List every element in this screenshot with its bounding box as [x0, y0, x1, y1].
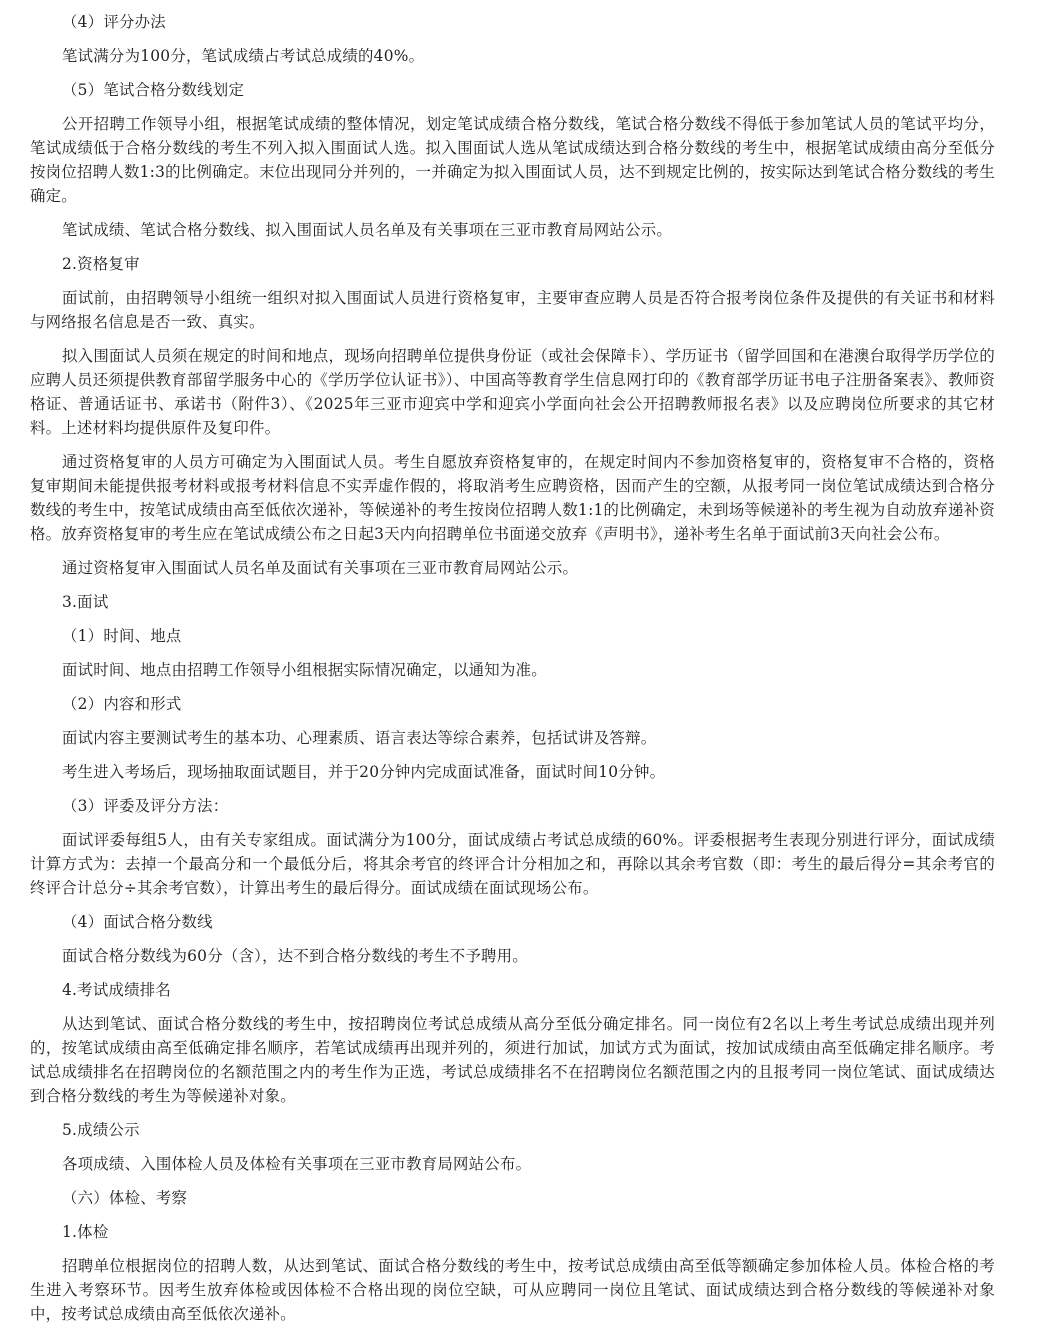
section-heading: （3）评委及评分方法： [62, 797, 229, 815]
body-paragraph: 通过资格复审的人员方可确定为入围面试人员。考生自愿放弃资格复审的，在规定时间内不参加资格复审的，资格复审不合格的，资格复审期间未能提供报考材料或报考材料信息不实弄虚作假的，将取消考生应聘资格，因而产生的空额，从报考同一岗位笔试成绩达到合格分数线的考生中，按笔试成绩由高至低依次递补，等候递补的考生按岗位招聘人数1:1的比例确定，未到场等候递补的考生视为自动放弃递补资格。放弃资格复审的考生应在笔试成绩公布之日起3天内向招聘单位书面递交放弃《声明书》，递补考生名单于面试前3天向社会公布。 [30, 453, 995, 543]
section-heading: （5）笔试合格分数线划定 [62, 81, 245, 99]
body-paragraph: 公开招聘工作领导小组，根据笔试成绩的整体情况，划定笔试成绩合格分数线，笔试合格分数线不得低于参加笔试人员的笔试平均分，笔试成绩低于合格分数线的考生不列入拟入围面试人选。拟入围面试人选从笔试成绩达到合格分数线的考生中，根据笔试成绩由高分至低分按岗位招聘人数1:3的比例确定。末位出现同分并列的，一并确定为拟入围面试人员，达不到规定比例的，按实际达到笔试合格分数线的考生确定。 [30, 115, 995, 205]
body-paragraph: 招聘单位根据岗位的招聘人数，从达到笔试、面试合格分数线的考生中，按考试总成绩由高至低等额确定参加体检人员。体检合格的考生进入考察环节。因考生放弃体检或因体检不合格出现的岗位空缺，可从应聘同一岗位且笔试、面试成绩达到合格分数线的等候递补对象中，按考试总成绩由高至低依次递补。 [30, 1257, 995, 1323]
section-heading: 4.考试成绩排名 [62, 981, 172, 999]
body-paragraph: 各项成绩、入围体检人员及体检有关事项在三亚市教育局网站公布。 [62, 1155, 532, 1173]
body-paragraph: 面试内容主要测试考生的基本功、心理素质、语言表达等综合素养，包括试讲及答辩。 [62, 729, 657, 747]
section-heading: 5.成绩公示 [62, 1121, 140, 1139]
section-heading: 2.资格复审 [62, 255, 140, 273]
body-paragraph: 笔试满分为100分，笔试成绩占考试总成绩的40%。 [62, 47, 425, 65]
section-heading: 1.体检 [62, 1223, 109, 1241]
body-paragraph: 拟入围面试人员须在规定的时间和地点，现场向招聘单位提供身份证（或社会保障卡）、学历证书（留学回国和在港澳台取得学历学位的应聘人员还须提供教育部留学服务中心的《学历学位认证书》）、中国高等教育学生信息网打印的《教育部学历证书电子注册备案表》、教师资格证、普通话证书、承诺书（附件3）、《2025年三亚市迎宾中学和迎宾小学面向社会公开招聘教师报名表》以及应聘岗位所要求的其它材料。上述材料均提供原件及复印件。 [30, 347, 995, 437]
body-paragraph: 面试合格分数线为60分（含），达不到合格分数线的考生不予聘用。 [62, 947, 528, 965]
document-body [30, 10, 995, 1336]
body-paragraph: 通过资格复审入围面试人员名单及面试有关事项在三亚市教育局网站公示。 [62, 559, 579, 577]
section-heading: （2）内容和形式 [62, 695, 182, 713]
body-paragraph: 面试前，由招聘领导小组统一组织对拟入围面试人员进行资格复审，主要审查应聘人员是否符合报考岗位条件及提供的有关证书和材料与网络报名信息是否一致、真实。 [30, 289, 995, 331]
section-heading: （4）面试合格分数线 [62, 913, 213, 931]
body-paragraph: 考生进入考场后，现场抽取面试题目，并于20分钟内完成面试准备，面试时间10分钟。 [62, 763, 666, 781]
body-paragraph: 面试时间、地点由招聘工作领导小组根据实际情况确定，以通知为准。 [62, 661, 547, 679]
section-heading: （六）体检、考察 [62, 1189, 188, 1207]
body-paragraph: 面试评委每组5人，由有关专家组成。面试满分为100分，面试成绩占考试总成绩的60%。评委根据考生表现分别进行评分，面试成绩计算方式为：去掉一个最高分和一个最低分后，将其余考官的终评合计分相加之和，再除以其余考官数（即：考生的最后得分=其余考官的终评合计总分÷其余考官数），计算出考生的最后得分。面试成绩在面试现场公布。 [30, 831, 995, 897]
section-heading: 3.面试 [62, 593, 109, 611]
body-paragraph: 从达到笔试、面试合格分数线的考生中，按招聘岗位考试总成绩从高分至低分确定排名。同一岗位有2名以上考生考试总成绩出现并列的，按笔试成绩由高至低确定排名顺序，若笔试成绩再出现并列的，须进行加试，加试方式为面试，按加试成绩由高至低确定排名顺序。考试总成绩排名在招聘岗位的名额范围之内的考生作为正选，考试总成绩排名不在招聘岗位名额范围之内的且报考同一岗位笔试、面试成绩达到合格分数线的考生为等候递补对象。 [30, 1015, 995, 1105]
body-paragraph: 笔试成绩、笔试合格分数线、拟入围面试人员名单及有关事项在三亚市教育局网站公示。 [62, 221, 672, 239]
section-heading: （4）评分办法 [62, 13, 166, 31]
section-heading: （1）时间、地点 [62, 627, 182, 645]
